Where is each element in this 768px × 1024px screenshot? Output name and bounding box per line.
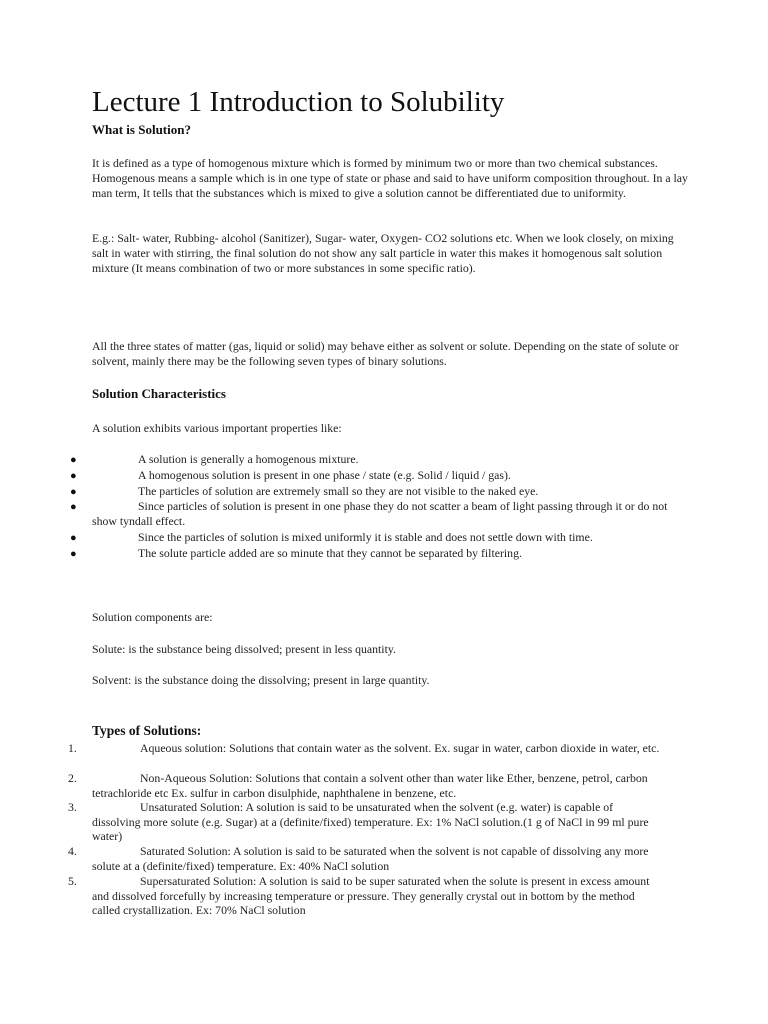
list-item-text: Unsaturated Solution: A solution is said to be unsaturated when the solvent (e.g. water) is capable of dissolving more solute (e.g. Sugar) at a (definite/fixed) temperature. Ex: 1% NaCl solution.(1 g of NaCl in 99 ml pure water): [92, 800, 649, 844]
list-item-text: A homogenous solution is present in one phase / state (e.g. Solid / liquid / gas).: [138, 468, 511, 482]
list-item-text: A solution is generally a homogenous mixture.: [138, 452, 359, 466]
list-item-text: Since the particles of solution is mixed uniformly it is stable and does not settle down with time.: [138, 530, 593, 544]
paragraph-states-of-matter: All the three states of matter (gas, liquid or solid) may behave either as solvent or solute. Depending on the state of solute or solvent, mainly there may be the following seven types of binary solutions.: [92, 339, 679, 368]
characteristics-intro: A solution exhibits various important properties like:: [92, 421, 342, 435]
list-item-text: Aqueous solution: Solutions that contain water as the solvent. Ex. sugar in water, carbon dioxide in water, etc.: [140, 741, 660, 755]
list-number: 1.: [68, 741, 77, 755]
list-item-text: Since particles of solution is present in one phase they do not scatter a beam of light passing through it or do not show tyndall effect.: [92, 499, 668, 528]
list-number: 2.: [68, 771, 77, 785]
bullet-icon: ●: [70, 454, 77, 466]
bullet-icon: ●: [70, 486, 77, 498]
list-item-text: The solute particle added are so minute that they cannot be separated by filtering.: [138, 546, 522, 560]
solvent-definition: Solvent: is the substance doing the dissolving; present in large quantity.: [92, 673, 430, 687]
components-intro: Solution components are:: [92, 610, 213, 624]
list-item-text: Non-Aqueous Solution: Solutions that contain a solvent other than water like Ether, benzene, petrol, carbon tetrachloride etc Ex. sulfur in carbon disulphide, naphthalene in benzene, etc.: [92, 771, 648, 800]
list-number: 4.: [68, 844, 77, 858]
paragraph-definition: It is defined as a type of homogenous mixture which is formed by minimum two or more than two chemical substances. Homogenous means a sample which is in one type of state or phase and said to have uniform composition throughout. In a lay man term, It tells that the substances which is mixed to give a solution cannot be differentiated due to uniformity.: [92, 156, 688, 200]
section-heading-characteristics: Solution Characteristics: [92, 386, 226, 401]
list-item-text: Supersaturated Solution: A solution is said to be super saturated when the solute is present in excess amount and dissolved forcefully by increasing temperature or pressure. They generally crystal out in bottom by the method called crystallization. Ex: 70% NaCl solution: [92, 874, 650, 918]
list-number: 5.: [68, 874, 77, 888]
bullet-icon: ●: [70, 501, 77, 513]
list-item-text: Saturated Solution: A solution is said to be saturated when the solvent is not capable of dissolving any more solute at a (definite/fixed) temperature. Ex: 40% NaCl solution: [92, 844, 649, 873]
section-heading-types: Types of Solutions:: [92, 723, 202, 738]
bullet-icon: ●: [70, 470, 77, 482]
list-item-text: The particles of solution are extremely small so they are not visible to the naked eye.: [138, 484, 539, 498]
solute-definition: Solute: is the substance being dissolved; present in less quantity.: [92, 642, 396, 656]
bullet-icon: ●: [70, 532, 77, 544]
bullet-icon: ●: [70, 548, 77, 560]
paragraph-examples: E.g.: Salt- water, Rubbing- alcohol (Sanitizer), Sugar- water, Oxygen- CO2 solutions etc. When we look closely, on mixing salt in water with stirring, the final solution do not show any salt particle in water this makes it homogenous salt solution mixture (It means combination of two or more substances in some specific ratio).: [92, 231, 674, 275]
page-title: Lecture 1 Introduction to Solubility: [92, 86, 505, 118]
list-number: 3.: [68, 800, 77, 814]
section-heading-what-is-solution: What is Solution?: [92, 122, 191, 137]
